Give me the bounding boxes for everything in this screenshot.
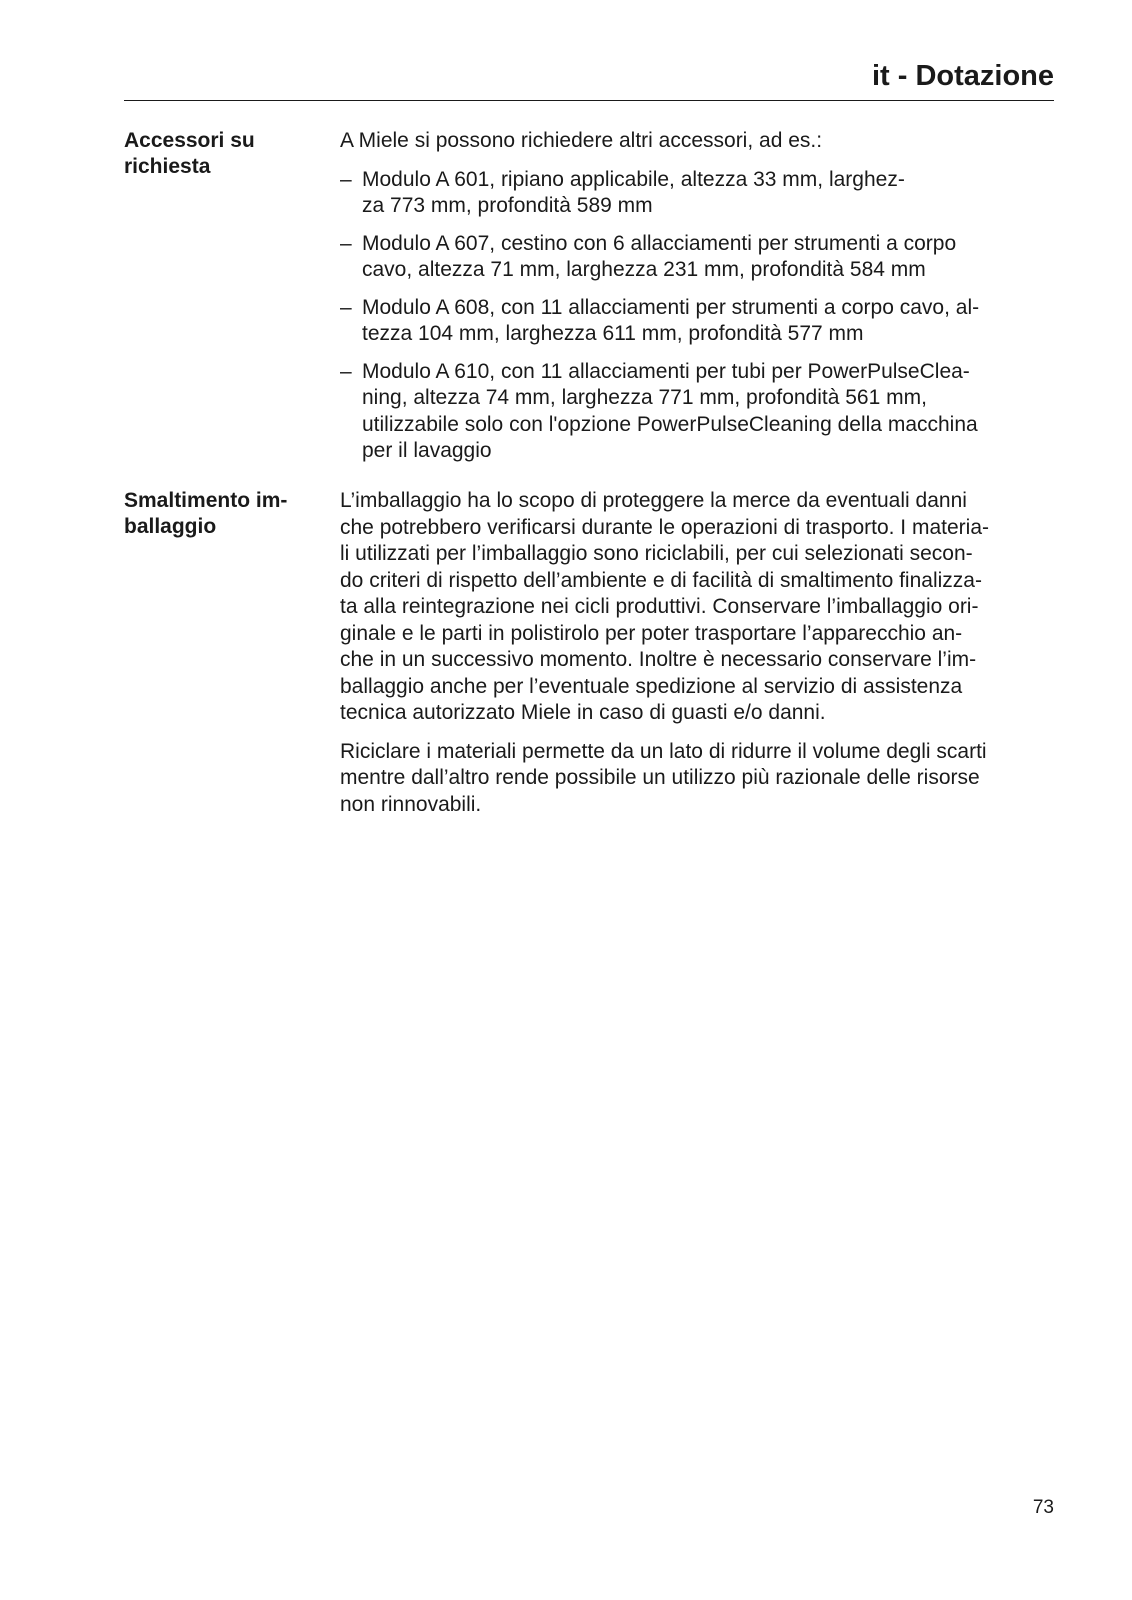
item-line: Modulo A 601, ripiano applicabile, altezza 33 mm, larghez- <box>362 167 905 191</box>
dash-bullet: – <box>340 167 352 191</box>
paragraph-line: che in un successivo momento. Inoltre è necessario conservare l’im- <box>340 648 977 671</box>
accessory-list <box>340 167 1040 465</box>
heading-line: Smaltimento im- <box>124 489 288 512</box>
paragraph <box>340 488 1040 727</box>
paragraph-line: tecnica autorizzato Miele in caso di guasti e/o danni. <box>340 701 826 724</box>
dash-bullet: – <box>340 359 352 383</box>
page-number: 73 <box>1032 1497 1054 1518</box>
paragraph-line: li utilizzati per l’imballaggio sono riciclabili, per cui selezionati secon- <box>340 542 973 565</box>
item-line: ning, altezza 74 mm, larghezza 771 mm, profondità 561 mm, <box>362 386 927 409</box>
intro-text: A Miele si possono richiedere altri accessori, ad es.: <box>340 129 823 152</box>
item-line: tezza 104 mm, larghezza 611 mm, profondità 577 mm <box>362 322 864 345</box>
section-heading <box>124 128 314 180</box>
page-header <box>124 58 1054 101</box>
page-title: it - Dotazione <box>871 60 1054 92</box>
list-item <box>340 295 1040 348</box>
paragraph-line: L’imballaggio ha lo scopo di proteggere la merce da eventuali danni <box>340 489 967 512</box>
list-item <box>340 359 1040 465</box>
heading-line: richiesta <box>124 155 211 178</box>
item-line: Modulo A 610, con 11 allacciamenti per tubi per PowerPulseClea- <box>362 359 970 383</box>
list-item <box>340 231 1040 284</box>
item-line: za 773 mm, profondità 589 mm <box>362 194 653 217</box>
paragraph <box>340 739 1040 819</box>
section-body <box>340 128 1040 476</box>
dash-bullet: – <box>340 295 352 319</box>
dash-bullet: – <box>340 231 352 255</box>
paragraph-line: ta alla reintegrazione nei cicli produttivi. Conservare l’imballaggio ori- <box>340 595 979 618</box>
heading-line: ballaggio <box>124 515 217 538</box>
item-line: per il lavaggio <box>362 439 492 462</box>
item-line: cavo, altezza 71 mm, larghezza 231 mm, profondità 584 mm <box>362 258 926 281</box>
paragraph-line: do criteri di rispetto dell’ambiente e di facilità di smaltimento finalizza- <box>340 568 982 592</box>
paragraph-line: ginale e le parti in polistirolo per poter trasportare l’apparecchio an- <box>340 621 963 645</box>
paragraph-line: ballaggio anche per l’eventuale spedizione al servizio di assistenza <box>340 674 963 698</box>
section-heading <box>124 488 314 540</box>
item-line: Modulo A 607, cestino con 6 allacciamenti per strumenti a corpo <box>362 231 957 255</box>
item-line: utilizzabile solo con l'opzione PowerPulseCleaning della macchina <box>362 412 978 436</box>
list-item <box>340 167 1040 220</box>
paragraph-line: non rinnovabili. <box>340 792 482 816</box>
paragraph-line: che potrebbero verificarsi durante le operazioni di trasporto. I materia- <box>340 515 989 539</box>
paragraph-line: mentre dall’altro rende possibile un utilizzo più razionale delle risorse <box>340 766 980 789</box>
heading-line: Accessori su <box>124 129 255 152</box>
section-body <box>340 488 1040 830</box>
paragraph-line: Riciclare i materiali permette da un lato di ridurre il volume degli scarti <box>340 739 987 763</box>
item-line: Modulo A 608, con 11 allacciamenti per strumenti a corpo cavo, al- <box>362 295 980 319</box>
